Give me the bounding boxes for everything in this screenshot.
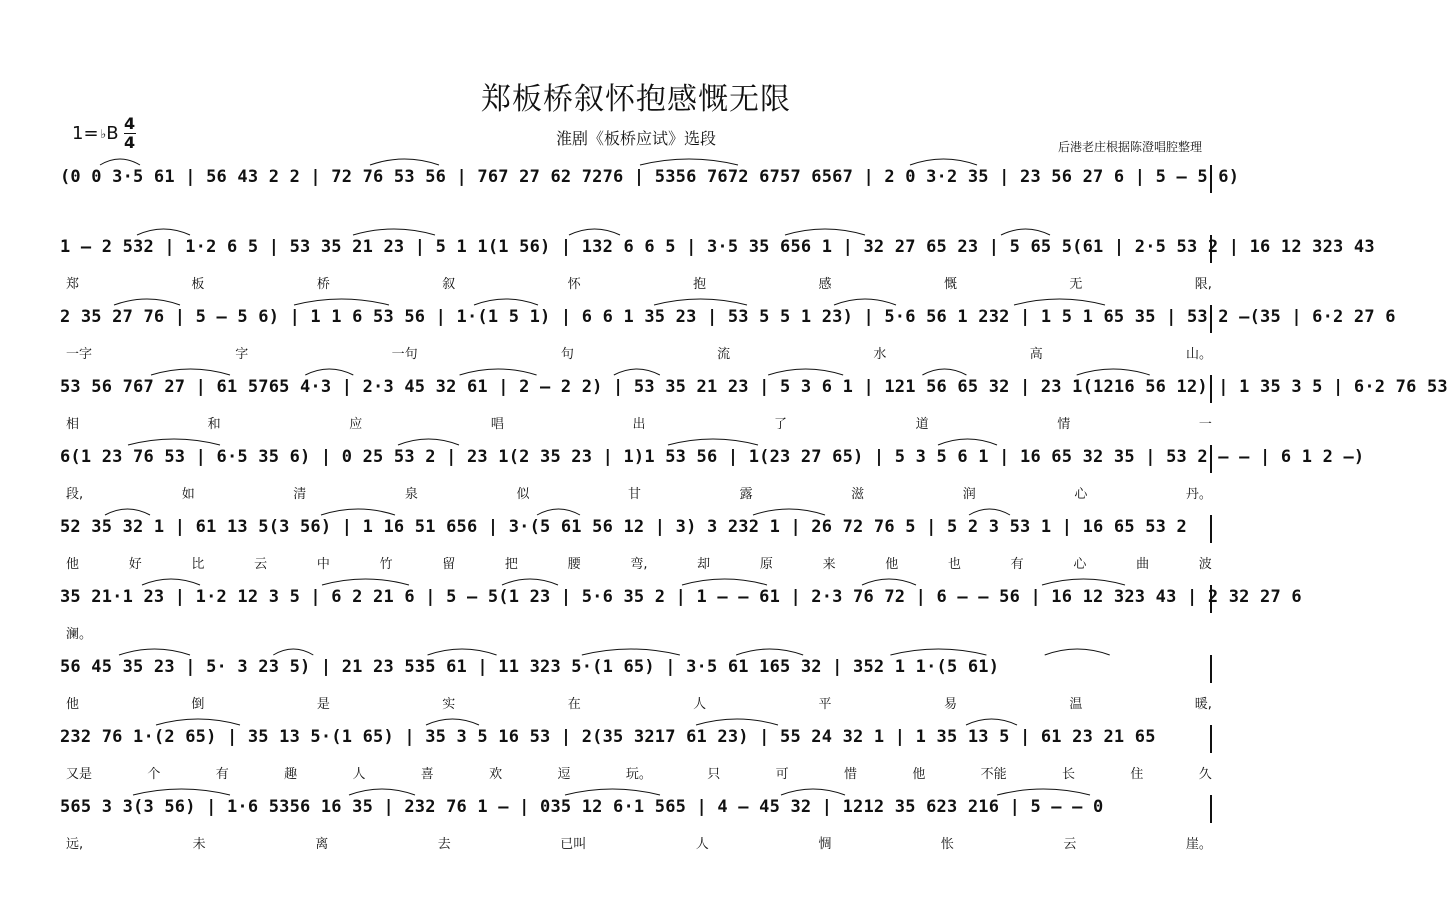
system-end-barline [1210,795,1212,823]
lyrics-line [66,273,1212,293]
slur-arc [682,579,767,585]
lyric-syllable: 云 [1063,837,1077,852]
notation-line: 35 21·1 23 | 1·2 12 3 5 | 6 2 21 6 | 5 – 5(1 23 | 5·6 35 2 | 1 – – 61 | 2·3 76 72 | 6 – – 56 | 16 12 323 43 | 2 32 27 6 [60,587,1302,607]
lyric-syllable: 感 [818,277,832,292]
lyric-syllable: 倒 [191,697,205,712]
lyric-syllable: 高 [1029,347,1043,362]
lyric-syllable: 人 [695,837,709,852]
slur-marks [60,713,1212,727]
flat-sign: ♭ [100,126,107,141]
lyric-syllable: 波 [1198,557,1212,572]
system-end-barline [1210,515,1212,543]
slur-arc [1045,649,1110,655]
slur-arc [537,509,580,515]
lyric-syllable: 远, [66,837,84,852]
slur-marks [60,223,1212,237]
slur-arc [565,789,660,795]
lyric-syllable: 应 [349,417,363,432]
slur-arc [862,579,916,585]
meter-top: 4 [124,114,136,133]
slur-arc [294,299,389,305]
lyrics-line [66,623,1212,643]
slur-marks [60,643,1212,657]
lyric-syllable: 弯, [630,557,648,572]
lyric-syllable: 他 [885,557,899,572]
slur-arc [569,229,620,235]
lyric-syllable: 长 [1062,767,1076,782]
lyric-syllable: 有 [215,767,229,782]
slur-arc [582,649,680,655]
slur-arc [938,439,997,445]
slur-arc [305,369,353,375]
lyric-syllable: 却 [697,557,711,572]
lyric-syllable: 一句 [391,347,418,362]
lyric-syllable: 泉 [404,487,418,502]
lyric-syllable: 水 [873,347,887,362]
slur-arc [922,369,966,375]
lyric-syllable: 久 [1198,767,1212,782]
slur-arc [502,579,558,585]
slur-arc [370,159,439,165]
system-end-barline [1210,375,1212,403]
lyric-syllable: 他 [912,767,926,782]
lyric-syllable: 可 [775,767,789,782]
lyric-syllable: 出 [632,417,646,432]
slur-arc [428,649,497,655]
lyric-syllable: 中 [316,557,330,572]
lyric-syllable: 叙 [442,277,456,292]
system-end-barline [1210,445,1212,473]
lyric-syllable: 了 [774,417,788,432]
lyric-syllable: 离 [315,837,329,852]
slur-arc [997,789,1090,795]
lyric-syllable: 他 [66,557,80,572]
slur-marks [60,503,1212,517]
slur-arc [1042,579,1125,585]
slur-arc [100,159,140,165]
page-subtitle: 淮剧《板桥应试》选段 [555,129,716,148]
slur-marks [60,783,1212,797]
lyric-syllable: 滋 [851,487,865,502]
lyric-syllable: 不能 [980,767,1007,782]
lyrics-line [66,413,1212,433]
notation-line: 52 35 32 1 | 61 13 5(3 56) | 1 16 51 656 | 3·(5 61 56 12 | 3) 3 232 1 | 26 72 76 5 | 5 2 3 53 1 | 16 65 53 2 [60,517,1187,537]
lyric-syllable: 清 [293,487,307,502]
lyric-syllable: 似 [516,487,530,502]
lyrics-line [66,483,1212,503]
lyric-syllable: 丹。 [1185,487,1212,502]
lyric-syllable: 欢 [489,767,503,782]
system-end-barline [1210,655,1212,683]
lyrics-line [66,833,1212,853]
slur-arc [398,439,459,445]
lyric-syllable: 逗 [557,767,571,782]
slur-arc [1077,369,1150,375]
lyric-syllable: 如 [181,487,195,502]
key-note: B [106,123,119,144]
notation-line: 232 76 1·(2 65) | 35 13 5·(1 65) | 35 3 5 16 53 | 2(35 3217 61 23) | 55 24 32 1 | 1 35 13 5 | 61 23 21 65 [60,727,1156,747]
lyric-syllable: 露 [739,487,753,502]
notation-line: 1 – 2 532 | 1·2 6 5 | 53 35 21 23 | 5 1 1(1 56) | 132 6 6 5 | 3·5 35 656 1 | 32 27 65 23 | 5 65 5(61 | 2·5 53 2 | 16 12 323 43 [60,237,1375,257]
slur-arc [349,789,415,795]
slur-arc [696,719,778,725]
lyric-syllable: 去 [437,837,451,852]
system-end-barline [1210,585,1212,613]
lyric-syllable: 他 [66,697,80,712]
lyric-syllable: 原 [759,557,773,572]
system-end-barline [1210,725,1212,753]
lyric-syllable: 和 [207,417,221,432]
lyric-syllable: 只 [707,767,721,782]
slur-arc [834,299,896,305]
lyric-syllable: 崖。 [1185,837,1212,852]
slur-arc [137,229,190,235]
slur-arc [668,439,758,445]
lyric-syllable: 易 [943,697,957,712]
lyric-syllable: 句 [560,347,574,362]
slur-arc [273,649,313,655]
lyric-syllable: 惆 [818,837,832,852]
notation-line: (0 0 3·5 61 | 56 43 2 2 | 72 76 53 56 | 767 27 62 7276 | 5356 7672 6757 6567 | 2 0 3·2 35 | 23 56 27 6 | 5 – 5 6) [60,167,1240,187]
lyric-syllable: 有 [1010,557,1024,572]
lyric-syllable: 字 [235,347,249,362]
lyric-syllable: 喜 [420,767,434,782]
lyric-syllable: 已叫 [560,837,587,852]
slur-marks [60,153,1212,167]
lyric-syllable: 惜 [843,767,857,782]
lyric-syllable: 抱 [693,277,707,292]
lyric-syllable: 怅 [940,837,954,852]
slur-arc [353,229,435,235]
slur-arc [460,369,537,375]
lyric-syllable: 流 [717,347,731,362]
slur-arc [156,719,240,725]
lyric-syllable: 住 [1130,767,1144,782]
lyrics-line [66,203,1212,223]
slur-arc [322,579,409,585]
lyric-syllable: 平 [818,697,832,712]
meter-bottom: 4 [124,133,136,152]
lyric-syllable: 山。 [1185,347,1212,362]
slur-marks [60,293,1212,307]
slur-marks [60,363,1212,377]
lyric-syllable: 郑 [66,277,80,292]
slur-arc [1014,299,1105,305]
lyric-syllable: 唱 [490,417,504,432]
lyric-syllable: 桥 [316,277,330,292]
lyrics-line [66,553,1212,573]
notation-line: 2 35 27 76 | 5 – 5 6) | 1 1 6 53 56 | 1·(1 5 1) | 6 6 1 35 23 | 53 5 5 1 23) | 5·6 56 1 232 | 1 5 1 65 35 | 53 2 –(35 | 6·2 27 6 [60,307,1396,327]
lyric-syllable: 温 [1069,697,1083,712]
lyric-syllable: 人 [693,697,707,712]
lyric-syllable: 慨 [943,277,957,292]
slur-marks [60,573,1212,587]
lyric-syllable: 无 [1069,277,1083,292]
lyric-syllable: 趣 [284,767,298,782]
slur-arc [781,789,845,795]
slur-arc [1001,229,1050,235]
slur-arc [966,719,1017,725]
lyric-syllable: 心 [1074,487,1088,502]
notation-line: 56 45 35 23 | 5· 3 23 5) | 21 23 535 61 | 11 323 5·(1 65) | 3·5 61 165 32 | 352 1 1·(5 61) [60,657,1000,677]
slur-arc [105,509,150,515]
lyric-syllable: 比 [191,557,205,572]
page-title: 郑板桥叙怀抱感慨无限 [481,82,791,117]
lyric-syllable: 润 [962,487,976,502]
lyric-syllable: 留 [442,557,456,572]
notation-line: 565 3 3(3 56) | 1·6 5356 16 35 | 232 76 1 – | 035 12 6·1 565 | 4 – 45 32 | 1212 35 623 216 | 5 – – 0 [60,797,1104,817]
lyric-syllable: 竹 [379,557,393,572]
lyric-syllable: 来 [822,557,836,572]
slur-arc [614,369,660,375]
slur-arc [910,159,977,165]
lyric-syllable: 澜。 [66,627,93,642]
slur-arc [321,509,395,515]
lyrics-line [66,343,1212,363]
notation-line: 53 56 767 27 | 61 5765 4·3 | 2·3 45 32 61 | 2 – 2 2) | 53 35 21 23 | 5 3 6 1 | 121 56 65 32 | 23 1(1216 56 12) | 1 35 3 5 | 6·2 76 53 [60,377,1448,397]
lyric-syllable: 相 [66,417,80,432]
lyric-syllable: 腰 [567,557,581,572]
slur-arc [785,229,865,235]
lyrics-line [66,763,1212,783]
slur-arc [474,299,538,305]
slur-arc [969,509,1010,515]
key-prefix: 1= [72,123,99,144]
notation-line: 6(1 23 76 53 | 6·5 35 6) | 0 25 53 2 | 23 1(2 35 23 | 1)1 53 56 | 1(23 27 65) | 5 3 5 6 1 | 16 65 32 35 | 53 2 – – | 6 1 2 –) [60,447,1365,467]
system-end-barline [1210,235,1212,263]
lyric-syllable: 个 [147,767,161,782]
slur-arc [640,159,738,165]
lyric-syllable: 在 [567,697,581,712]
arranger-credit: 后港老庄根据陈澄唱腔整理 [1057,140,1202,154]
slur-arc [142,579,200,585]
slur-arc [151,369,230,375]
slur-arc [768,369,843,375]
lyric-syllable: 曲 [1136,557,1150,572]
lyric-syllable: 把 [504,557,518,572]
lyric-syllable: 实 [442,697,456,712]
lyric-syllable: 又是 [66,767,93,782]
lyric-syllable: 道 [915,417,929,432]
slur-arc [128,439,220,445]
lyric-syllable: 一 [1198,417,1212,432]
slur-arc [890,649,986,655]
lyric-syllable: 怀 [567,277,581,292]
system-end-barline [1210,165,1212,193]
slur-arc [119,649,190,655]
lyric-syllable: 甘 [628,487,642,502]
lyric-syllable: 未 [192,837,206,852]
lyric-syllable: 好 [128,557,142,572]
slur-arc [133,789,230,795]
lyrics-line [66,693,1212,713]
lyric-syllable: 也 [947,557,961,572]
lyric-syllable: 一字 [66,347,93,362]
lyric-syllable: 段, [66,487,84,502]
lyric-syllable: 玩。 [625,767,652,782]
lyric-syllable: 情 [1057,417,1071,432]
slur-arc [426,719,479,725]
slur-arc [753,509,825,515]
slur-arc [114,299,180,305]
slur-marks [60,433,1212,447]
lyric-syllable: 人 [352,767,366,782]
lyric-syllable: 心 [1073,557,1087,572]
lyric-syllable: 限, [1194,277,1212,292]
lyric-syllable: 是 [316,697,330,712]
lyric-syllable: 暖, [1194,697,1212,712]
slur-arc [736,649,803,655]
lyric-syllable: 板 [191,277,205,292]
system-end-barline [1210,305,1212,333]
lyric-syllable: 云 [254,557,268,572]
slur-arc [654,299,747,305]
